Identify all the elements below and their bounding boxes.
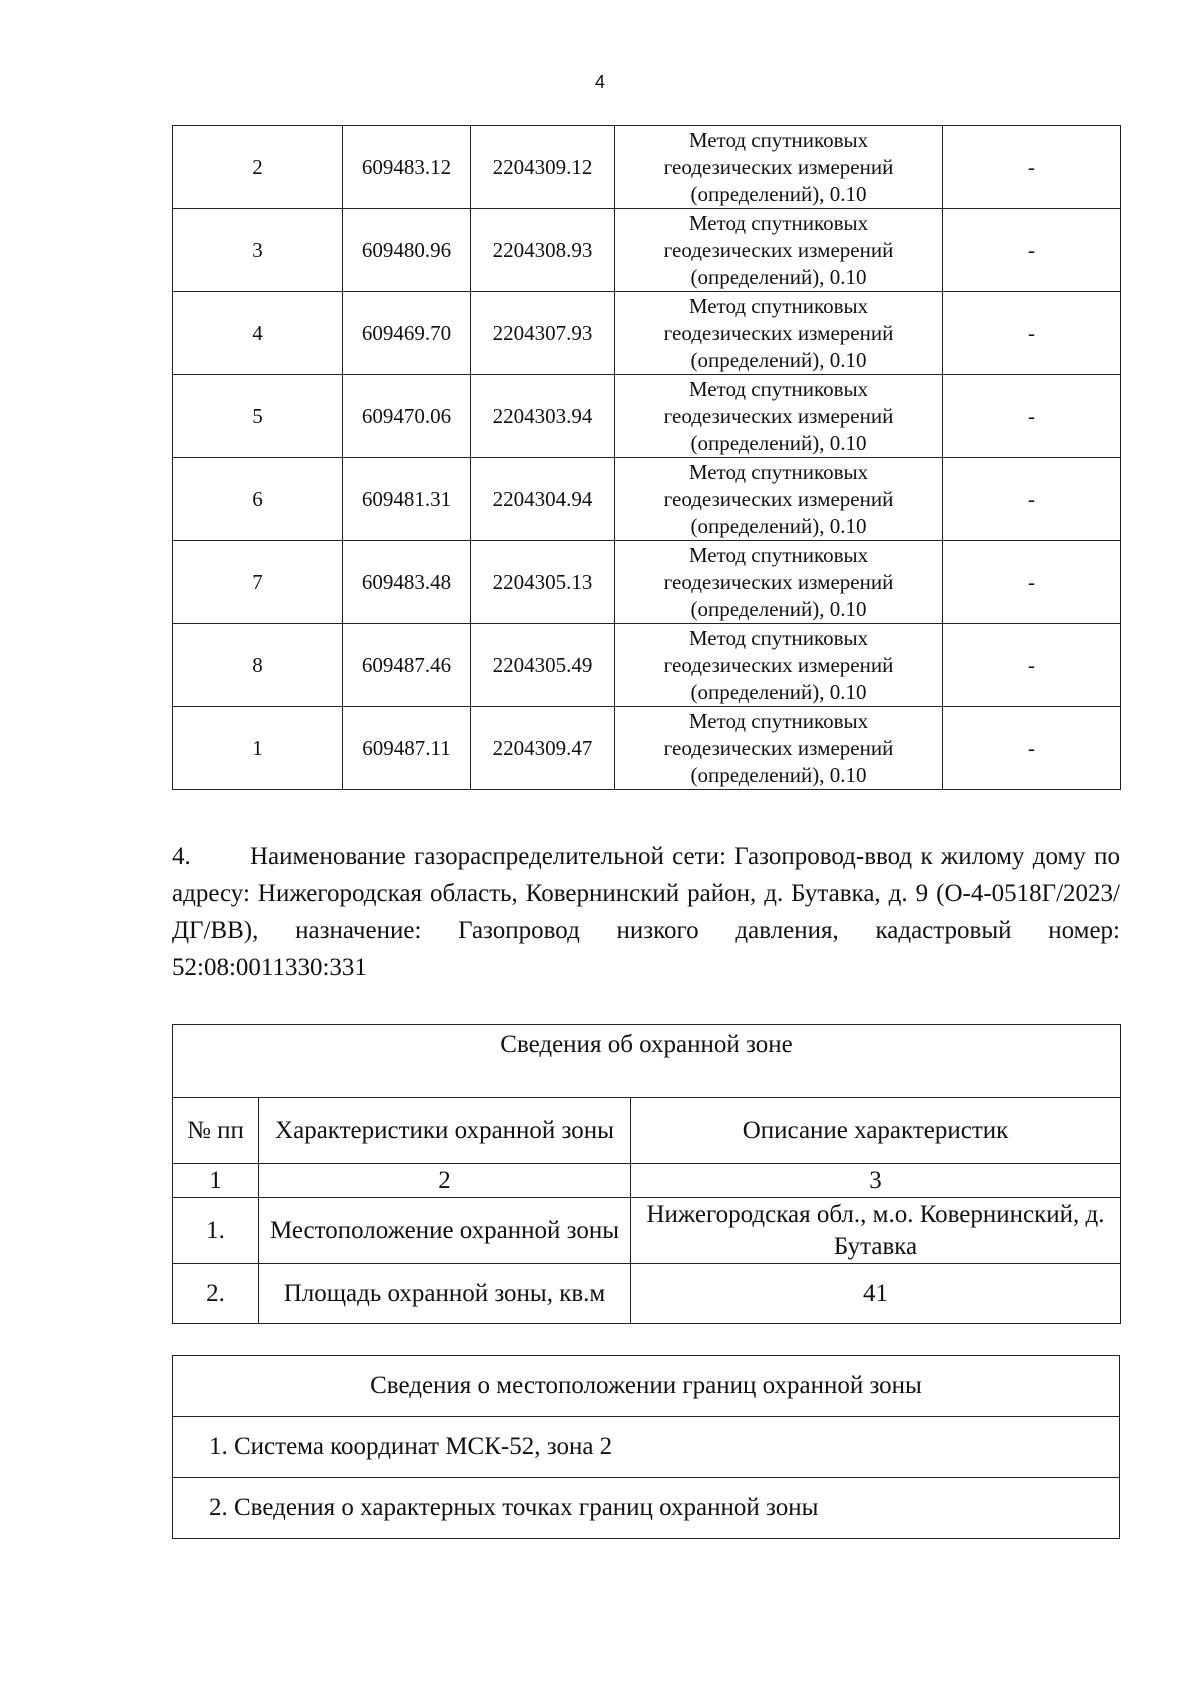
y-coordinate-cell: 2204304.94 xyxy=(471,458,615,541)
y-coordinate-cell: 2204307.93 xyxy=(471,292,615,375)
method-line: геодезических измерений xyxy=(663,652,894,677)
note-cell: - xyxy=(943,126,1121,209)
note-cell: - xyxy=(943,707,1121,790)
boundary-table-title: Сведения о местоположении границ охранной зоны xyxy=(173,1356,1120,1417)
point-number-cell: 7 xyxy=(173,541,343,624)
zone-row xyxy=(173,1264,1121,1324)
zone-row-characteristic: Местоположение охранной зоны xyxy=(259,1198,631,1264)
y-coordinate-cell: 2204305.13 xyxy=(471,541,615,624)
zone-colnum-2: 2 xyxy=(259,1164,631,1198)
point-number-cell: 8 xyxy=(173,624,343,707)
method-line: геодезических измерений xyxy=(663,237,894,262)
method-line: (определений), 0.10 xyxy=(690,679,867,704)
x-coordinate-cell: 609470.06 xyxy=(343,375,471,458)
y-coordinate-cell: 2204309.47 xyxy=(471,707,615,790)
section-4-paragraph xyxy=(172,838,1120,986)
method-cell xyxy=(615,458,943,541)
method-cell xyxy=(615,292,943,375)
x-coordinate-cell: 609469.70 xyxy=(343,292,471,375)
method-line: геодезических измерений xyxy=(663,403,894,428)
note-cell: - xyxy=(943,624,1121,707)
coordinate-row xyxy=(173,707,1121,790)
zone-header-characteristic: Характеристики охранной зоны xyxy=(259,1098,631,1164)
coordinate-row xyxy=(173,624,1121,707)
zone-row xyxy=(173,1198,1121,1264)
y-coordinate-cell: 2204309.12 xyxy=(471,126,615,209)
note-cell: - xyxy=(943,541,1121,624)
coordinate-row xyxy=(173,458,1121,541)
zone-row-num: 2. xyxy=(173,1264,259,1324)
method-line: Метод спутниковых xyxy=(688,376,869,401)
method-line: геодезических измерений xyxy=(663,154,894,179)
x-coordinate-cell: 609483.48 xyxy=(343,541,471,624)
note-cell: - xyxy=(943,375,1121,458)
method-line: (определений), 0.10 xyxy=(690,596,867,621)
method-line: Метод спутниковых xyxy=(688,127,869,152)
method-line: (определений), 0.10 xyxy=(690,762,867,787)
zone-row-num: 1. xyxy=(173,1198,259,1264)
y-coordinate-cell: 2204305.49 xyxy=(471,624,615,707)
zone-row-description: 41 xyxy=(631,1264,1121,1324)
coordinate-row xyxy=(173,292,1121,375)
method-line: Метод спутниковых xyxy=(688,708,869,733)
method-cell xyxy=(615,209,943,292)
point-number-cell: 5 xyxy=(173,375,343,458)
boundary-info-table xyxy=(172,1355,1120,1539)
coordinate-row xyxy=(173,209,1121,292)
zone-table-title: Сведения об охранной зоне xyxy=(173,1025,1121,1098)
method-cell xyxy=(615,541,943,624)
section-text: Наименование газораспределительной сети: Газопровод-ввод к жилому дому по адресу: Нижегородская область, Ковернинский район, д. Бутавка, д. 9 (О-4-0518Г/2023/ДГ/ВВ), назначение: Газопровод низкого давления, кадастровый номер: 52:08:0011330:331 xyxy=(172,843,1120,981)
zone-header-description: Описание характеристик xyxy=(631,1098,1121,1164)
method-line: Метод спутниковых xyxy=(688,625,869,650)
coordinate-row xyxy=(173,126,1121,209)
method-cell xyxy=(615,375,943,458)
x-coordinate-cell: 609487.11 xyxy=(343,707,471,790)
x-coordinate-cell: 609480.96 xyxy=(343,209,471,292)
method-line: Метод спутниковых xyxy=(688,459,869,484)
coordinate-row xyxy=(173,541,1121,624)
method-line: (определений), 0.10 xyxy=(690,430,867,455)
note-cell: - xyxy=(943,292,1121,375)
coordinate-row xyxy=(173,375,1121,458)
method-line: геодезических измерений xyxy=(663,735,894,760)
zone-colnum-3: 3 xyxy=(631,1164,1121,1198)
point-number-cell: 3 xyxy=(173,209,343,292)
method-line: (определений), 0.10 xyxy=(690,347,867,372)
point-number-cell: 4 xyxy=(173,292,343,375)
method-line: геодезических измерений xyxy=(663,486,894,511)
y-coordinate-cell: 2204308.93 xyxy=(471,209,615,292)
x-coordinate-cell: 609481.31 xyxy=(343,458,471,541)
coordinates-table xyxy=(172,125,1121,790)
page-number: 4 xyxy=(594,72,605,92)
zone-colnum-1: 1 xyxy=(173,1164,259,1198)
method-line: (определений), 0.10 xyxy=(690,264,867,289)
protection-zone-table xyxy=(172,1024,1121,1324)
zone-row-description: Нижегородская обл., м.о. Ковернинский, д. Бутавка xyxy=(631,1198,1121,1264)
boundary-item-points: 2. Сведения о характерных точках границ охранной зоны xyxy=(173,1478,1120,1539)
zone-header-num: № пп xyxy=(173,1098,259,1164)
point-number-cell: 1 xyxy=(173,707,343,790)
method-line: Метод спутниковых xyxy=(688,210,869,235)
method-line: (определений), 0.10 xyxy=(690,513,867,538)
y-coordinate-cell: 2204303.94 xyxy=(471,375,615,458)
zone-row-characteristic: Площадь охранной зоны, кв.м xyxy=(259,1264,631,1324)
x-coordinate-cell: 609483.12 xyxy=(343,126,471,209)
method-line: геодезических измерений xyxy=(663,320,894,345)
method-line: Метод спутниковых xyxy=(688,542,869,567)
method-cell xyxy=(615,126,943,209)
method-line: геодезических измерений xyxy=(663,569,894,594)
method-cell xyxy=(615,624,943,707)
method-line: (определений), 0.10 xyxy=(690,181,867,206)
x-coordinate-cell: 609487.46 xyxy=(343,624,471,707)
method-cell xyxy=(615,707,943,790)
boundary-item-coordinate-system: 1. Система координат МСК-52, зона 2 xyxy=(173,1417,1120,1478)
section-number: 4. xyxy=(172,843,191,870)
note-cell: - xyxy=(943,458,1121,541)
point-number-cell: 6 xyxy=(173,458,343,541)
note-cell: - xyxy=(943,209,1121,292)
method-line: Метод спутниковых xyxy=(688,293,869,318)
point-number-cell: 2 xyxy=(173,126,343,209)
